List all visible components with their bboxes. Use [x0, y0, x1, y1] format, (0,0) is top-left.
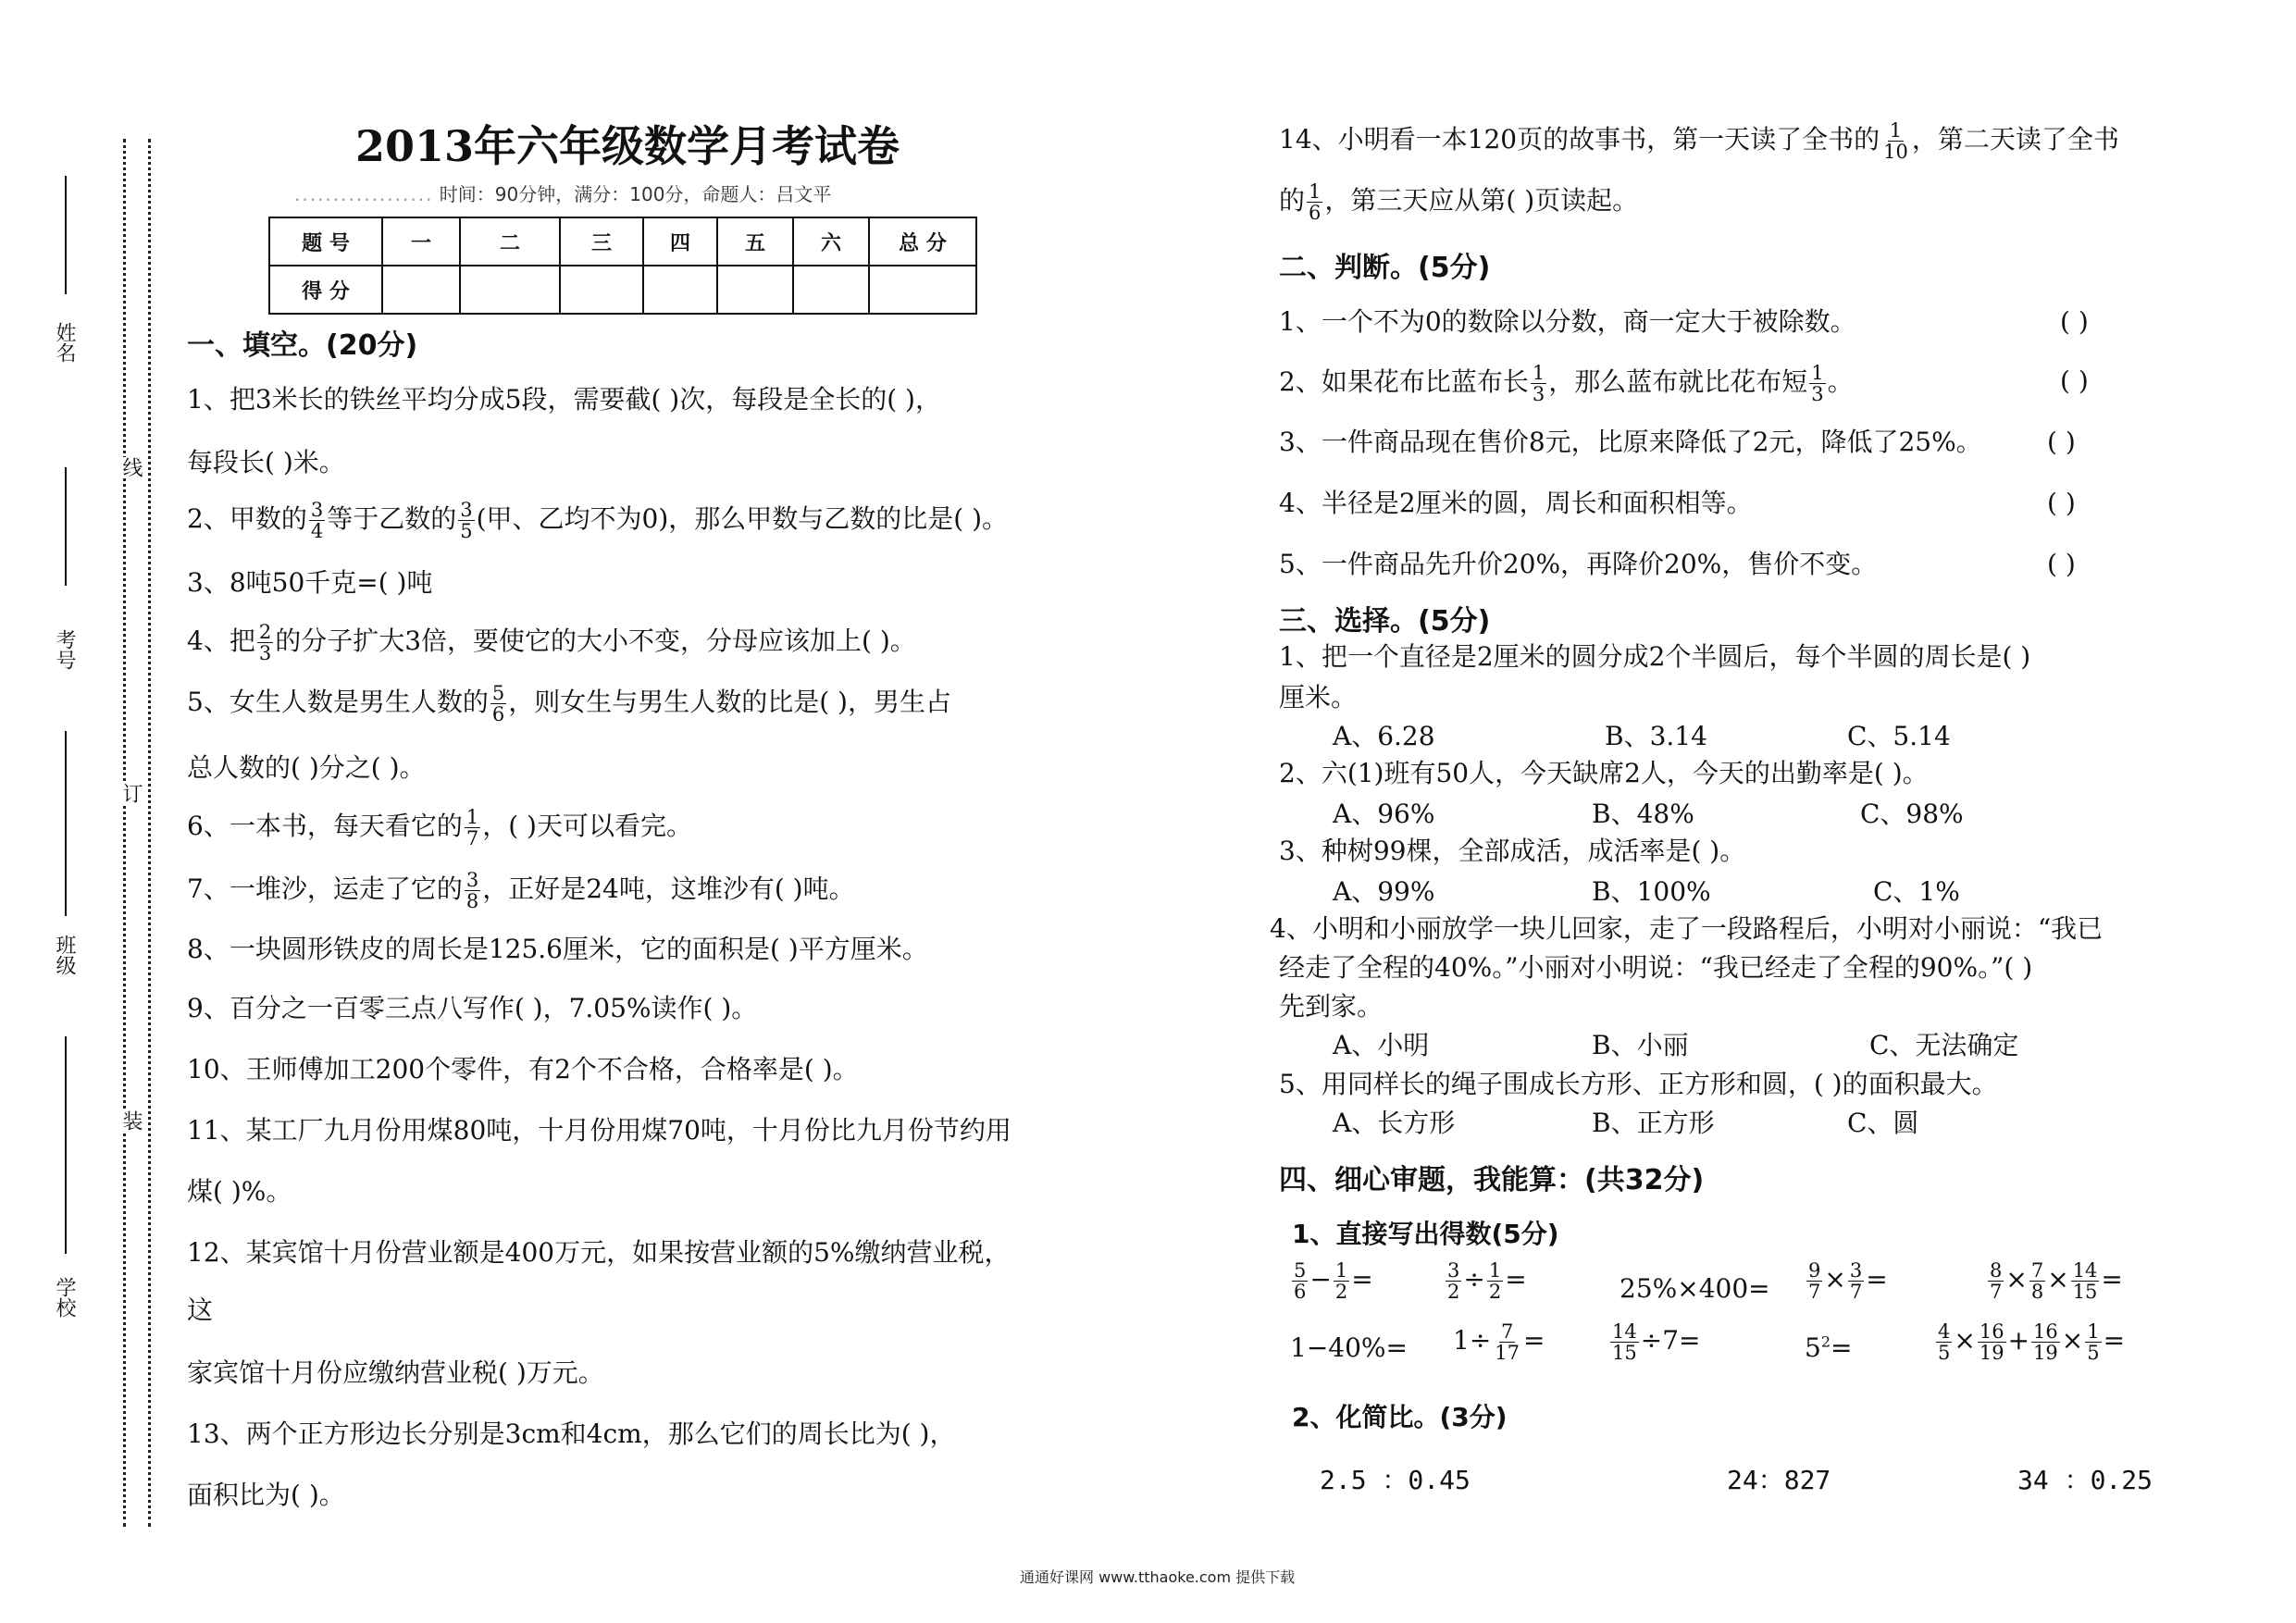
numerator: 7: [2030, 1259, 2044, 1282]
choice-5-option-b[interactable]: B、正方形: [1592, 1108, 1715, 1138]
judge-4: 4、半径是2厘米的圆，周长和面积相等。: [1279, 488, 1753, 518]
question-14: [1279, 120, 2119, 162]
denominator: 5: [460, 520, 473, 542]
denominator: 5: [1938, 1342, 1951, 1364]
numerator: 1: [1488, 1259, 1502, 1282]
choice-2-option-c[interactable]: C、98%: [1860, 799, 1964, 829]
question-6: [187, 807, 692, 849]
info-dots: ..................: [294, 183, 434, 205]
choice-4-option-b[interactable]: B、小丽: [1592, 1030, 1689, 1060]
numerator: 1: [1811, 362, 1824, 384]
q6-text: ，( )天可以看完。: [482, 811, 692, 841]
q7-text: ，正好是24吨，这堆沙有( )吨。: [482, 873, 855, 904]
name-line: [65, 176, 67, 294]
score-header-cell: 三: [560, 217, 643, 266]
score-header-cell: 题 号: [269, 217, 382, 266]
number-label: 考号: [53, 629, 76, 670]
denominator: 8: [2030, 1281, 2044, 1303]
choice-1-option-a[interactable]: A、6.28: [1333, 721, 1435, 751]
choice-5-option-a[interactable]: A、长方形: [1333, 1108, 1456, 1138]
choice-4-option-a[interactable]: A、小明: [1333, 1030, 1430, 1060]
calc-2-4: $5^2=$: [1805, 1332, 1853, 1363]
judge-4-paren[interactable]: ( ): [2047, 488, 2076, 518]
question-12b: 这: [187, 1295, 214, 1325]
score-table: [268, 217, 977, 315]
numerator: 9: [1808, 1259, 1821, 1282]
exam-info: [294, 180, 831, 206]
choice-4b: 经走了全程的40%。”小丽对小明说：“我已经走了全程的90%。”( ): [1279, 952, 2033, 983]
j2-text: ，那么蓝布就比花布短: [1548, 366, 1808, 397]
judge-3-paren[interactable]: ( ): [2047, 427, 2076, 457]
ratio-2: 24：827: [1727, 1465, 1831, 1495]
denominator: 2: [1447, 1281, 1460, 1303]
numerator: 2: [258, 621, 272, 643]
numerator: 1: [1309, 180, 1322, 203]
judge-2-paren[interactable]: ( ): [2060, 365, 2089, 396]
choice-2-option-a[interactable]: A、96%: [1333, 799, 1435, 829]
numerator: 16: [2033, 1320, 2058, 1343]
question-12c: 家宾馆十月份应缴纳营业税( )万元。: [187, 1357, 604, 1388]
q5-text: ，则女生与男生人数的比是( )，男生占: [508, 687, 951, 717]
denominator: 6: [491, 703, 505, 725]
judge-5: 5、一件商品先升价20%，再降价20%，售价不变。: [1279, 549, 1878, 579]
q4-text: 4、把: [187, 626, 255, 656]
denominator: 19: [1979, 1342, 2004, 1364]
q7-text: 7、一堆沙，运走了它的: [187, 873, 463, 904]
denominator: 4: [310, 520, 324, 542]
fraction: [1806, 1260, 1822, 1302]
score-input-cell[interactable]: [717, 266, 793, 314]
numerator: 14: [1612, 1320, 1637, 1343]
denominator: 17: [1495, 1342, 1520, 1364]
judge-2: [1279, 363, 1854, 404]
denominator: 7: [1808, 1281, 1821, 1303]
choice-1-option-b[interactable]: B、3.14: [1605, 721, 1707, 751]
choice-3-option-a[interactable]: A、99%: [1333, 876, 1435, 907]
section4-sub1: 1、直接写出得数(5分): [1292, 1219, 1559, 1249]
judge-1: 1、一个不为0的数除以分数，商一定大于被除数。: [1279, 306, 1856, 337]
choice-2-option-b[interactable]: B、48%: [1592, 799, 1694, 829]
question-7: [187, 870, 855, 911]
q2-text: 等于乙数的: [327, 503, 457, 534]
binding-char-ding: 订: [117, 783, 145, 803]
number-line: [65, 467, 67, 586]
fraction: [2071, 1260, 2100, 1302]
calc-1-3: 25%×400=: [1620, 1273, 1770, 1304]
binding-dotted-line-2: [148, 139, 151, 1527]
numerator: 3: [310, 499, 324, 521]
denominator: 3: [258, 642, 272, 664]
fraction: [309, 500, 325, 541]
section2-heading: 二、判断。(5分): [1279, 252, 1491, 284]
score-input-cell[interactable]: [643, 266, 717, 314]
denominator: 7: [465, 827, 479, 849]
numerator: 1: [1889, 119, 1903, 142]
section3-heading: 三、选择。(5分): [1279, 605, 1491, 638]
denominator: 2: [1334, 1281, 1348, 1303]
question-3: 3、8吨50千克=( )吨: [187, 567, 433, 598]
fraction: [1978, 1321, 2006, 1363]
numerator: 3: [460, 499, 473, 521]
score-input-cell[interactable]: [460, 266, 560, 314]
score-header-cell: 二: [460, 217, 560, 266]
q14-text: 14、小明看一本120页的故事书，第一天读了全书的: [1279, 124, 1880, 155]
choice-5: 5、用同样长的绳子围成长方形、正方形和圆，( )的面积最大。: [1279, 1069, 1998, 1099]
score-header-cell: 总 分: [869, 217, 976, 266]
calc-2-2: 1÷ $\frac{7}{17}$ =: [1453, 1320, 1545, 1364]
question-11a: 11、某工厂九月份用煤80吨，十月份用煤70吨，十月份比九月份节约用: [187, 1115, 1011, 1146]
denominator: 5: [2087, 1342, 2100, 1364]
denominator: 7: [1990, 1281, 2003, 1303]
denominator: 15: [2072, 1281, 2098, 1303]
fraction: [257, 622, 273, 663]
section1-heading: 一、填空。(20分): [187, 329, 418, 362]
fraction: [2029, 1260, 2045, 1302]
q14-text: ，第三天应从第( )页读起。: [1324, 185, 1639, 216]
question-1a: 1、把3米长的铁丝平均分成5段，需要截( )次，每段是全长的( )，: [187, 384, 941, 415]
ratio-1: 2.5 ：0.45: [1320, 1465, 1471, 1495]
fraction: [1307, 181, 1322, 223]
numerator: 8: [1990, 1259, 2003, 1282]
calc-1-4: $\frac{9}{7}$ × $\frac{3}{7}$ =: [1808, 1259, 1888, 1303]
q14-text: 的: [1279, 185, 1306, 216]
denominator: 19: [2033, 1342, 2058, 1364]
judge-3: 3、一件商品现在售价8元，比原来降低了2元，降低了25%。: [1279, 427, 1982, 457]
choice-4-option-c[interactable]: C、无法确定: [1869, 1030, 2019, 1060]
calc-text: 1÷: [1453, 1325, 1492, 1356]
fraction: [465, 807, 480, 849]
score-input-cell[interactable]: [869, 266, 976, 314]
calc-2-1: 1−40%=: [1290, 1332, 1408, 1363]
exam-info-text: 时间：90分钟，满分：100分，命题人：吕文平: [439, 183, 832, 205]
j2-text: 。: [1827, 366, 1854, 397]
numerator: 1: [1532, 362, 1545, 384]
fraction: [1446, 1260, 1461, 1302]
question-10: 10、王师傅加工200个零件，有2个不合格，合格率是( )。: [187, 1054, 859, 1084]
choice-4a: 4、小明和小丽放学一块儿回家，走了一段路程后，小明对小丽说：“我已: [1270, 913, 2104, 944]
choice-1b: 厘米。: [1279, 682, 1358, 712]
numerator: 1: [2087, 1320, 2100, 1343]
binding-char-zhuang: 装: [117, 1110, 145, 1131]
choice-3-option-b[interactable]: B、100%: [1592, 876, 1711, 907]
binding-char-line: 线: [117, 457, 145, 477]
fraction: [490, 683, 506, 725]
calc-2-5: $\frac{4}{5}$ × $\frac{16}{19}$ + $\frac{16}{19}$ × $\frac{1}{5}$ =: [1938, 1320, 2126, 1364]
fraction: [1936, 1321, 1952, 1363]
numerator: 1: [1334, 1259, 1348, 1282]
question-4: [187, 622, 916, 663]
numerator: 7: [1500, 1320, 1514, 1343]
numerator: 14: [2072, 1259, 2098, 1282]
numerator: 5: [1294, 1259, 1307, 1282]
fraction: [1809, 363, 1825, 404]
q6-text: 6、一本书，每天看它的: [187, 811, 463, 841]
choice-1-option-c[interactable]: C、5.14: [1847, 721, 1951, 751]
fraction: [1487, 1260, 1503, 1302]
denominator: 2: [1488, 1281, 1502, 1303]
calc-1-1: $\frac{5}{6}$ − $\frac{1}{2}$ =: [1294, 1259, 1373, 1303]
numerator: 4: [1938, 1320, 1951, 1343]
calc-text: ÷7=: [1640, 1325, 1701, 1356]
score-input-cell[interactable]: [793, 266, 869, 314]
fraction: [1610, 1321, 1639, 1363]
choice-1a: 1、把一个直径是2厘米的圆分成2个半圆后，每个半圆的周长是( ): [1279, 641, 2031, 672]
denominator: 7: [1849, 1281, 1863, 1303]
fraction: [1988, 1260, 2004, 1302]
fraction: [1531, 363, 1546, 404]
score-header-cell: 六: [793, 217, 869, 266]
fraction: [1292, 1260, 1308, 1302]
calc-1-2: $\frac{3}{2}$ ÷ $\frac{1}{2}$ =: [1447, 1259, 1527, 1303]
question-1b: 每段长( )米。: [187, 447, 345, 477]
denominator: 15: [1612, 1342, 1637, 1364]
score-input-cell[interactable]: [560, 266, 643, 314]
section4-heading: 四、细心审题，我能算：(共32分): [1279, 1164, 1705, 1196]
question-2: [187, 500, 1008, 541]
question-5: [187, 683, 951, 725]
judge-1-paren[interactable]: ( ): [2060, 306, 2089, 337]
numerator: 3: [465, 869, 479, 891]
judge-5-paren[interactable]: ( ): [2047, 549, 2076, 579]
score-row-label: 得 分: [269, 266, 382, 314]
question-14b: [1279, 181, 1638, 223]
numerator: 3: [1447, 1259, 1460, 1282]
fraction: [1493, 1321, 1521, 1363]
footer-credit: 通通好课网 www.tthaoke.com 提供下载: [1020, 1568, 1296, 1586]
fraction: [1334, 1260, 1349, 1302]
question-13b: 面积比为( )。: [187, 1480, 345, 1510]
fraction: [1848, 1260, 1864, 1302]
calc-exponent: 2: [1820, 1332, 1831, 1351]
calc-2-3: [1608, 1321, 1700, 1363]
denominator: 3: [1811, 383, 1824, 405]
name-label: 姓名: [53, 322, 76, 363]
q2-text: (甲、乙均不为0)，那么甲数与乙数的比是( )。: [476, 503, 1009, 534]
question-5b: 总人数的( )分之( )。: [187, 752, 426, 783]
question-11b: 煤( )%。: [187, 1176, 292, 1207]
fraction: [458, 500, 474, 541]
denominator: 3: [1532, 383, 1545, 405]
choice-2: 2、六(1)班有50人，今天缺席2人，今天的出勤率是( )。: [1279, 758, 1929, 788]
score-header-cell: 一: [382, 217, 460, 266]
fraction: [1881, 120, 1910, 162]
denominator: 6: [1309, 202, 1322, 224]
denominator: 10: [1883, 141, 1908, 163]
class-line: [65, 731, 67, 916]
fraction: [2031, 1321, 2060, 1363]
choice-4c: 先到家。: [1279, 991, 1384, 1022]
denominator: 6: [1294, 1281, 1307, 1303]
page-title: 2013年六年级数学月考试卷: [355, 121, 900, 171]
numerator: 5: [491, 682, 505, 704]
numerator: 16: [1979, 1320, 2004, 1343]
score-header-cell: 五: [717, 217, 793, 266]
section4-sub2: 2、化简比。(3分): [1292, 1402, 1508, 1432]
denominator: 8: [465, 890, 479, 912]
j2-text: 2、如果花布比蓝布长: [1279, 366, 1529, 397]
q2-text: 2、甲数的: [187, 503, 307, 534]
question-8: 8、一块圆形铁皮的周长是125.6厘米，它的面积是( )平方厘米。: [187, 934, 928, 964]
fraction: [2085, 1321, 2101, 1363]
school-label: 学校: [53, 1277, 76, 1318]
class-label: 班级: [53, 935, 76, 975]
fraction: [465, 870, 480, 911]
score-input-cell[interactable]: [382, 266, 460, 314]
choice-5-option-c[interactable]: C、圆: [1847, 1108, 1919, 1138]
q14-text: ，第二天读了全书: [1911, 124, 2119, 155]
numerator: 1: [465, 806, 479, 828]
q5-text: 5、女生人数是男生人数的: [187, 687, 489, 717]
ratio-3: 34 ：0.25: [2017, 1465, 2153, 1495]
numerator: 3: [1849, 1259, 1863, 1282]
binding-dotted-line-1: [123, 139, 126, 1527]
choice-3: 3、种树99棵，全部成活，成活率是( )。: [1279, 836, 1746, 866]
calc-base: 5: [1805, 1332, 1821, 1363]
choice-3-option-c[interactable]: C、1%: [1873, 876, 1960, 907]
question-9: 9、百分之一百零三点八写作( )，7.05%读作( )。: [187, 993, 758, 1023]
question-13a: 13、两个正方形边长分别是3cm和4cm，那么它们的周长比为( )，: [187, 1419, 956, 1449]
q4-text: 的分子扩大3倍，要使它的大小不变，分母应该加上( )。: [275, 626, 916, 656]
question-12a: 12、某宾馆十月份营业额是400万元，如果按营业额的5%缴纳营业税，: [187, 1237, 1011, 1268]
calc-1-5: $\frac{8}{7}$ × $\frac{7}{8}$ × $\frac{14}{15}$ =: [1990, 1259, 2123, 1303]
score-header-cell: 四: [643, 217, 717, 266]
school-line: [65, 1036, 67, 1254]
